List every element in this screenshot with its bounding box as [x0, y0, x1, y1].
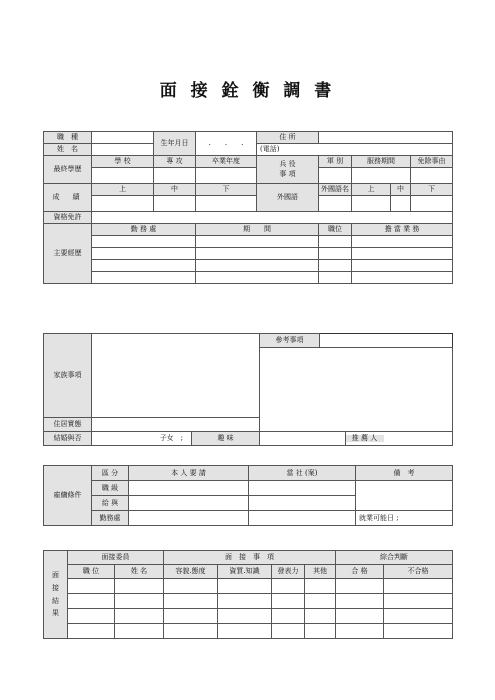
school-field[interactable]: [92, 168, 154, 184]
grade-lower-label: 下: [196, 184, 257, 196]
fail-check-1[interactable]: [384, 579, 453, 594]
lang-lower-field[interactable]: [411, 196, 453, 212]
phone-field[interactable]: (電話): [257, 144, 453, 156]
career-period-3[interactable]: [196, 260, 319, 272]
lang-upper-field[interactable]: [352, 196, 391, 212]
lang-upper-label: 上: [352, 184, 391, 196]
military-type-label: 軍 別: [319, 156, 352, 168]
interviewer-position-label: 職 位: [68, 565, 115, 579]
employment-table: [43, 465, 453, 526]
address-field[interactable]: [319, 132, 453, 144]
expression-score-1[interactable]: [272, 579, 305, 594]
grade-middle-label: 中: [154, 184, 196, 196]
work-location-label: 勤務處: [92, 511, 129, 526]
job-type-field[interactable]: [92, 132, 154, 144]
pass-check-2[interactable]: [336, 594, 384, 609]
exemption-reason-label: 免除事由: [411, 156, 453, 168]
grade-middle-field[interactable]: [154, 196, 196, 212]
other-score-3[interactable]: [305, 609, 336, 624]
rank-request-field[interactable]: [129, 481, 249, 496]
lang-lower-label: 下: [411, 184, 453, 196]
salary-plan-field[interactable]: [249, 496, 356, 511]
major-field[interactable]: [154, 168, 196, 184]
personal-info-table: [43, 131, 453, 284]
family-table: [43, 333, 453, 446]
career-duties-1[interactable]: [352, 236, 453, 248]
marriage-label: 結婚與否: [44, 432, 92, 446]
residence-label: 住居實態: [44, 418, 92, 432]
lang-middle-field[interactable]: [391, 196, 411, 212]
salary-request-field[interactable]: [129, 496, 249, 511]
lang-middle-label: 中: [391, 184, 411, 196]
address-label: 住 所: [257, 132, 319, 144]
interviewer-position-4[interactable]: [68, 624, 115, 639]
appearance-score-4[interactable]: [164, 624, 218, 639]
career-label: 主要經歷: [44, 224, 92, 284]
position-label: 職位: [319, 224, 352, 236]
appearance-score-1[interactable]: [164, 579, 218, 594]
career-duties-3[interactable]: [352, 260, 453, 272]
name-label: 姓 名: [44, 144, 92, 156]
military-label: 兵 役 事 項: [257, 156, 319, 184]
career-position-2[interactable]: [319, 248, 352, 260]
exemption-reason-field[interactable]: [411, 168, 453, 184]
license-label: 資格免許: [44, 212, 92, 224]
grade-lower-field[interactable]: [196, 196, 257, 212]
birth-date-label: 生年月日: [154, 132, 196, 156]
service-period-field[interactable]: [352, 168, 411, 184]
family-label: 家族事項: [44, 334, 92, 418]
career-workplace-2[interactable]: [92, 248, 196, 260]
available-date-field[interactable]: 就業可能日 ;: [356, 511, 453, 526]
other-score-4[interactable]: [305, 624, 336, 639]
interview-result-table: [43, 550, 453, 639]
rank-label: 職 級: [92, 481, 129, 496]
quality-knowledge-label: 資質.知識: [218, 565, 272, 579]
career-period-2[interactable]: [196, 248, 319, 260]
reference-label: 參考事項: [260, 334, 320, 348]
family-field[interactable]: [92, 334, 260, 418]
career-period-1[interactable]: [196, 236, 319, 248]
work-location-plan-field[interactable]: [249, 511, 356, 526]
children-field[interactable]: 子女 ;: [92, 432, 192, 446]
service-period-label: 服務期間: [352, 156, 411, 168]
grade-upper-field[interactable]: [92, 196, 154, 212]
fail-label: 不合格: [384, 565, 453, 579]
remarks-label: 備 考: [356, 466, 453, 481]
foreign-language-name-label: 外國語名: [319, 184, 352, 196]
quality-score-3[interactable]: [218, 609, 272, 624]
residence-field[interactable]: [92, 418, 260, 432]
work-location-request-field[interactable]: [129, 511, 249, 526]
education-label: 最終學歷: [44, 156, 92, 184]
document-title: 面 接 銓 衡 調 書: [159, 81, 336, 101]
expression-label: 發表力: [272, 565, 305, 579]
fail-check-3[interactable]: [384, 609, 453, 624]
category-label: 區 分: [92, 466, 129, 481]
other-score-1[interactable]: [305, 579, 336, 594]
company-plan-label: 當 社 (案): [249, 466, 356, 481]
salary-label: 給 與: [92, 496, 129, 511]
duties-label: 擔 當 業 務: [352, 224, 453, 236]
name-field[interactable]: [92, 144, 154, 156]
expression-score-2[interactable]: [272, 594, 305, 609]
grade-upper-label: 上: [92, 184, 154, 196]
hobby-label: 趣 味: [192, 432, 260, 446]
interviewer-position-3[interactable]: [68, 609, 115, 624]
career-duties-2[interactable]: [352, 248, 453, 260]
period-label: 期 間: [196, 224, 319, 236]
career-duties-4[interactable]: [352, 272, 453, 284]
interviewer-name-4[interactable]: [115, 624, 164, 639]
recommender-label: 推 薦 人: [346, 435, 384, 442]
other-score-2[interactable]: [305, 594, 336, 609]
reference-field[interactable]: [260, 348, 453, 432]
quality-score-4[interactable]: [218, 624, 272, 639]
career-workplace-4[interactable]: [92, 272, 196, 284]
recommender-cell[interactable]: [346, 432, 453, 446]
appearance-score-2[interactable]: [164, 594, 218, 609]
expression-score-4[interactable]: [272, 624, 305, 639]
grades-label: 成 績: [44, 184, 92, 212]
remarks-field[interactable]: [356, 481, 453, 511]
other-label: 其他: [305, 565, 336, 579]
fail-check-2[interactable]: [384, 594, 453, 609]
career-workplace-1[interactable]: [92, 236, 196, 248]
foreign-language-name-field[interactable]: [319, 196, 352, 212]
pass-check-1[interactable]: [336, 579, 384, 594]
school-label: 學 校: [92, 156, 154, 168]
appearance-score-3[interactable]: [164, 609, 218, 624]
interviewer-name-2[interactable]: [115, 594, 164, 609]
career-position-1[interactable]: [319, 236, 352, 248]
career-period-4[interactable]: [196, 272, 319, 284]
hobby-field[interactable]: [260, 432, 346, 446]
overall-decision-label: 綜合判斷: [336, 551, 453, 565]
appearance-label: 容貌.態度: [164, 565, 218, 579]
career-position-3[interactable]: [319, 260, 352, 272]
graduation-year-label: 卒業年度: [196, 156, 257, 168]
interview-result-label: 面 接 結 果: [44, 551, 68, 639]
major-label: 專 攻: [154, 156, 196, 168]
birth-date-field[interactable]: . . .: [196, 132, 257, 156]
employment-label: 雇傭條件: [44, 466, 92, 526]
interviewer-position-2[interactable]: [68, 594, 115, 609]
career-workplace-3[interactable]: [92, 260, 196, 272]
interviewer-position-1[interactable]: [68, 579, 115, 594]
license-field[interactable]: [92, 212, 453, 224]
pass-label: 合 格: [336, 565, 384, 579]
fail-check-4[interactable]: [384, 624, 453, 639]
interviewer-name-1[interactable]: [115, 579, 164, 594]
career-position-4[interactable]: [319, 272, 352, 284]
pass-check-4[interactable]: [336, 624, 384, 639]
job-type-label: 職 種: [44, 132, 92, 144]
quality-score-2[interactable]: [218, 594, 272, 609]
personal-request-label: 本 人 要 請: [129, 466, 249, 481]
foreign-language-label: 外國語: [257, 184, 319, 212]
interview-items-label: 面 接 事 項: [164, 551, 336, 565]
rank-plan-field[interactable]: [249, 481, 356, 496]
reference-header-spacer: [320, 334, 453, 348]
graduation-year-field[interactable]: [196, 168, 257, 184]
military-type-field[interactable]: [319, 168, 352, 184]
workplace-label: 勤 務 處: [92, 224, 196, 236]
expression-score-3[interactable]: [272, 609, 305, 624]
pass-check-3[interactable]: [336, 609, 384, 624]
interviewer-name-label: 姓 名: [115, 565, 164, 579]
interviewer-name-3[interactable]: [115, 609, 164, 624]
quality-score-1[interactable]: [218, 579, 272, 594]
interviewers-label: 面接委員: [68, 551, 164, 565]
